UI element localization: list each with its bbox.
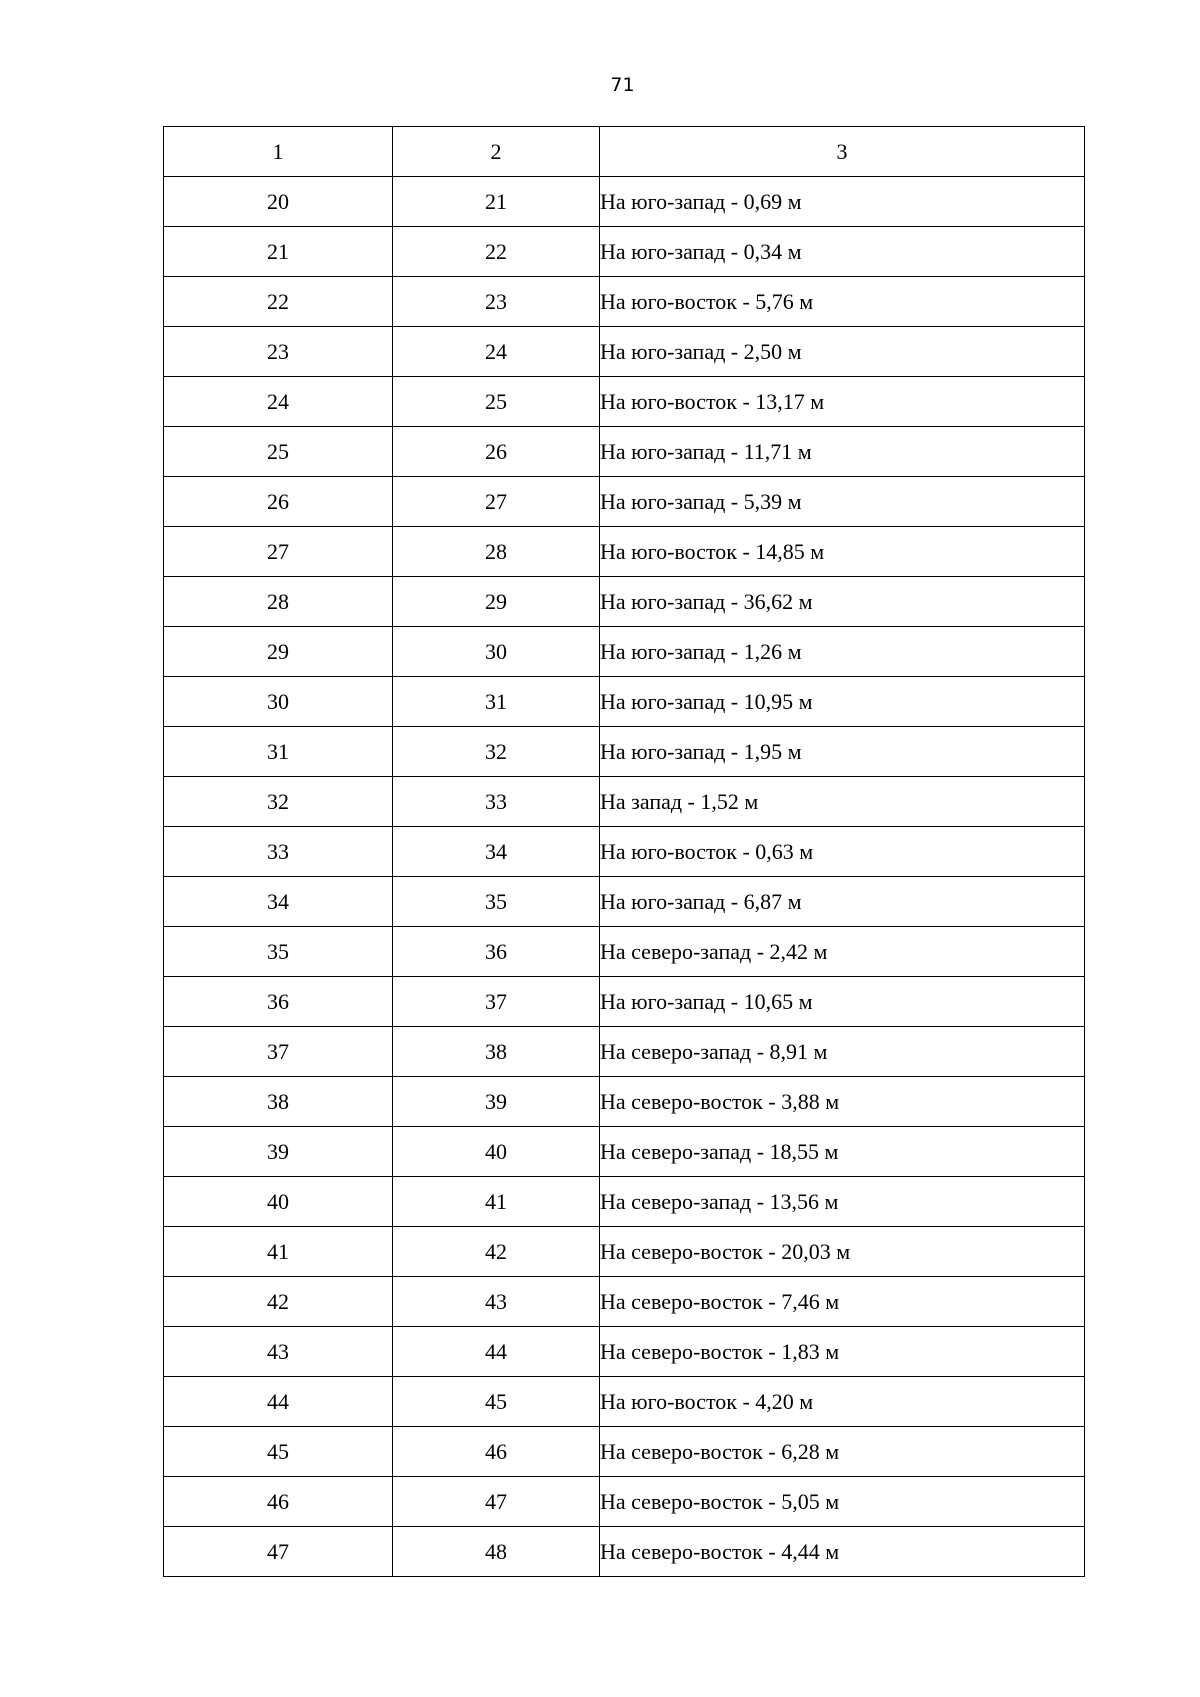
from-point-cell: 27	[164, 527, 393, 577]
from-point-cell: 24	[164, 377, 393, 427]
to-point-cell: 35	[393, 877, 600, 927]
from-point-cell: 22	[164, 277, 393, 327]
from-point-cell: 33	[164, 827, 393, 877]
direction-distance-cell: На юго-восток - 5,76 м	[600, 277, 1085, 327]
direction-distance-cell: На юго-запад - 5,39 м	[600, 477, 1085, 527]
direction-distance-cell: На северо-восток - 5,05 м	[600, 1477, 1085, 1527]
column-header-3: 3	[600, 127, 1085, 177]
to-point-cell: 26	[393, 427, 600, 477]
to-point-cell: 25	[393, 377, 600, 427]
to-point-cell: 44	[393, 1327, 600, 1377]
column-header-2: 2	[393, 127, 600, 177]
from-point-cell: 46	[164, 1477, 393, 1527]
table-row	[164, 427, 1085, 477]
to-point-cell: 37	[393, 977, 600, 1027]
from-point-cell: 35	[164, 927, 393, 977]
table-row	[164, 1327, 1085, 1377]
to-point-cell: 32	[393, 727, 600, 777]
direction-distance-cell: На северо-запад - 8,91 м	[600, 1027, 1085, 1077]
table-body	[164, 127, 1085, 1577]
from-point-cell: 42	[164, 1277, 393, 1327]
to-point-cell: 21	[393, 177, 600, 227]
direction-distance-cell: На юго-запад - 1,26 м	[600, 627, 1085, 677]
direction-distance-cell: На северо-восток - 1,83 м	[600, 1327, 1085, 1377]
to-point-cell: 23	[393, 277, 600, 327]
to-point-cell: 24	[393, 327, 600, 377]
table-row	[164, 1427, 1085, 1477]
boundary-table	[163, 126, 1085, 1577]
table-row	[164, 1377, 1085, 1427]
from-point-cell: 20	[164, 177, 393, 227]
to-point-cell: 22	[393, 227, 600, 277]
table-row	[164, 277, 1085, 327]
direction-distance-cell: На юго-запад - 10,95 м	[600, 677, 1085, 727]
direction-distance-cell: На северо-восток - 6,28 м	[600, 1427, 1085, 1477]
from-point-cell: 39	[164, 1127, 393, 1177]
from-point-cell: 47	[164, 1527, 393, 1577]
to-point-cell: 46	[393, 1427, 600, 1477]
direction-distance-cell: На северо-запад - 2,42 м	[600, 927, 1085, 977]
from-point-cell: 21	[164, 227, 393, 277]
direction-distance-cell: На северо-восток - 3,88 м	[600, 1077, 1085, 1127]
from-point-cell: 37	[164, 1027, 393, 1077]
direction-distance-cell: На запад - 1,52 м	[600, 777, 1085, 827]
direction-distance-cell: На юго-запад - 0,69 м	[600, 177, 1085, 227]
from-point-cell: 31	[164, 727, 393, 777]
direction-distance-cell: На юго-запад - 0,34 м	[600, 227, 1085, 277]
to-point-cell: 36	[393, 927, 600, 977]
page-number: 71	[610, 74, 635, 96]
table-row	[164, 527, 1085, 577]
direction-distance-cell: На юго-запад - 11,71 м	[600, 427, 1085, 477]
table-row	[164, 1227, 1085, 1277]
direction-distance-cell: На юго-запад - 1,95 м	[600, 727, 1085, 777]
from-point-cell: 28	[164, 577, 393, 627]
direction-distance-cell: На юго-восток - 14,85 м	[600, 527, 1085, 577]
from-point-cell: 40	[164, 1177, 393, 1227]
from-point-cell: 23	[164, 327, 393, 377]
from-point-cell: 43	[164, 1327, 393, 1377]
to-point-cell: 30	[393, 627, 600, 677]
table-row	[164, 777, 1085, 827]
table-row	[164, 827, 1085, 877]
direction-distance-cell: На северо-восток - 20,03 м	[600, 1227, 1085, 1277]
direction-distance-cell: На юго-запад - 10,65 м	[600, 977, 1085, 1027]
table-row	[164, 377, 1085, 427]
direction-distance-cell: На юго-запад - 36,62 м	[600, 577, 1085, 627]
from-point-cell: 38	[164, 1077, 393, 1127]
to-point-cell: 45	[393, 1377, 600, 1427]
to-point-cell: 29	[393, 577, 600, 627]
from-point-cell: 44	[164, 1377, 393, 1427]
from-point-cell: 32	[164, 777, 393, 827]
from-point-cell: 41	[164, 1227, 393, 1277]
from-point-cell: 25	[164, 427, 393, 477]
direction-distance-cell: На северо-восток - 7,46 м	[600, 1277, 1085, 1327]
to-point-cell: 42	[393, 1227, 600, 1277]
table-row	[164, 1177, 1085, 1227]
to-point-cell: 43	[393, 1277, 600, 1327]
table-row	[164, 977, 1085, 1027]
table-row	[164, 1477, 1085, 1527]
to-point-cell: 33	[393, 777, 600, 827]
table-row	[164, 1027, 1085, 1077]
from-point-cell: 36	[164, 977, 393, 1027]
table-row	[164, 227, 1085, 277]
from-point-cell: 29	[164, 627, 393, 677]
to-point-cell: 47	[393, 1477, 600, 1527]
table-row	[164, 627, 1085, 677]
direction-distance-cell: На юго-восток - 13,17 м	[600, 377, 1085, 427]
from-point-cell: 26	[164, 477, 393, 527]
direction-distance-cell: На юго-восток - 0,63 м	[600, 827, 1085, 877]
from-point-cell: 34	[164, 877, 393, 927]
table-row	[164, 927, 1085, 977]
table-row	[164, 1277, 1085, 1327]
direction-distance-cell: На юго-запад - 2,50 м	[600, 327, 1085, 377]
table-row	[164, 1527, 1085, 1577]
to-point-cell: 28	[393, 527, 600, 577]
direction-distance-cell: На северо-запад - 18,55 м	[600, 1127, 1085, 1177]
from-point-cell: 45	[164, 1427, 393, 1477]
table-row	[164, 1077, 1085, 1127]
to-point-cell: 40	[393, 1127, 600, 1177]
to-point-cell: 38	[393, 1027, 600, 1077]
to-point-cell: 31	[393, 677, 600, 727]
table-row	[164, 327, 1085, 377]
table-row	[164, 477, 1085, 527]
to-point-cell: 41	[393, 1177, 600, 1227]
table-row	[164, 577, 1085, 627]
column-header-1: 1	[164, 127, 393, 177]
table-header-row	[164, 127, 1085, 177]
direction-distance-cell: На юго-восток - 4,20 м	[600, 1377, 1085, 1427]
table-row	[164, 877, 1085, 927]
to-point-cell: 27	[393, 477, 600, 527]
table-row	[164, 677, 1085, 727]
direction-distance-cell: На северо-запад - 13,56 м	[600, 1177, 1085, 1227]
table-row	[164, 727, 1085, 777]
direction-distance-cell: На северо-восток - 4,44 м	[600, 1527, 1085, 1577]
from-point-cell: 30	[164, 677, 393, 727]
to-point-cell: 48	[393, 1527, 600, 1577]
direction-distance-cell: На юго-запад - 6,87 м	[600, 877, 1085, 927]
to-point-cell: 34	[393, 827, 600, 877]
table-row	[164, 177, 1085, 227]
table-row	[164, 1127, 1085, 1177]
to-point-cell: 39	[393, 1077, 600, 1127]
